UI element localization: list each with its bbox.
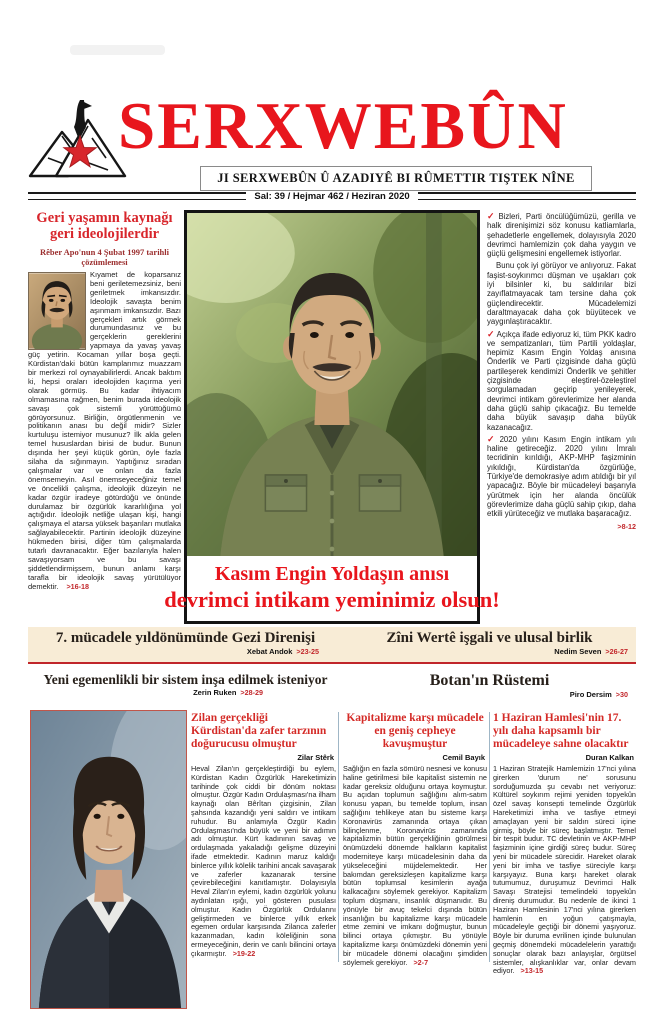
right-article <box>487 212 636 604</box>
page-reference: >19-22 <box>232 948 256 958</box>
dateline-text: Sal: 39 / Hejmar 462 / Heziran 2020 <box>254 190 410 202</box>
lead-article-body <box>28 271 181 653</box>
ocalan-photo <box>28 272 86 350</box>
kasim-engin-photo <box>187 213 477 556</box>
paragraph-text: Bunu çok iyi görüyor ve anlıyoruz. Fakat faşist-soykırımcı düşman ve uşakları çok iyi bilsinler ki, bu saldırılar bizi zayıflatmayacak tam tersine daha çok güçlendirecektir. Mücadelemizi daraltmayacak daha çok büyütecek ve yaygınlaştıracaktır. <box>487 261 636 327</box>
headline-byline <box>343 690 636 699</box>
motto-text: JI SERXWEBÛN Û AZADIYÊ BI RÛMETTIR TIŞTEK NÎNE <box>217 171 575 185</box>
scan-artifact <box>70 45 165 55</box>
headline-band <box>28 627 636 664</box>
right-article-pages: >8-12 <box>617 521 636 531</box>
author-name: Xebat Andok <box>246 647 293 656</box>
column-divider <box>338 712 339 962</box>
headline-title: Zîni Wertê işgali ve ulusal birlik <box>386 630 593 646</box>
page-reference: >23-25 <box>296 647 319 656</box>
headline-row1-left <box>28 627 343 662</box>
headline-title: 7. mücadele yıldönümünde Gezi Direnişi <box>55 630 316 646</box>
headline-title: Botan'ın Rüstemi <box>429 672 550 689</box>
caption-line-2: devrimci intikam yeminimiz olsun! <box>164 586 500 612</box>
bottom-article-byline <box>343 753 485 762</box>
headline-title: Yeni egemenlikli bir sistem inşa edilmek isteniyor <box>43 672 328 687</box>
bottom-article-body <box>493 765 636 976</box>
dateline-rule-left <box>28 192 246 200</box>
page-reference: >2-7 <box>413 957 429 967</box>
main-photo-caption <box>164 556 500 618</box>
page-reference: >26-27 <box>605 647 628 656</box>
lead-article-pages: >16-18 <box>66 581 90 591</box>
right-article-paragraph <box>487 435 636 519</box>
motto-box <box>200 166 592 191</box>
right-article-paragraph <box>487 330 636 432</box>
lead-article <box>28 210 181 653</box>
paragraph-text: Bizleri, Parti öncülüğümüzü, gerilla ve halk direnişimizi söz konusu katliamlarla, şehadetlerle engellemek, dolayısıyla 2020 devrimci hamlemizin çok daha yaygın ve güçlü gelişmesini engellemek istiyorlar. <box>487 212 636 259</box>
lead-article-heading: Geri yaşamın kaynağı geri ideolojilerdir <box>36 210 173 242</box>
dateline-rule-right <box>418 192 636 200</box>
headline-byline <box>28 688 343 697</box>
bottom-article-heading: Zilan gerçekliği Kürdistan'da zafer tarzının doğurucusu olmuştur <box>191 712 327 750</box>
main-photo-box <box>164 210 500 624</box>
caption-line-1: Kasım Engin Yoldaşın anısı <box>214 562 450 585</box>
masthead-title: SERXWEBÛN <box>118 89 568 163</box>
check-icon: ✓ <box>487 433 498 444</box>
zilan-portrait-photo <box>30 710 187 1009</box>
author-name: Duran Kalkan <box>585 753 634 762</box>
bottom-article-byline <box>493 753 634 762</box>
bottom-article-body <box>343 765 487 967</box>
author-name: Zilar Stêrk <box>297 753 334 762</box>
check-icon: ✓ <box>487 328 495 339</box>
bottom-article-kapitalizm <box>343 712 487 1012</box>
dateline <box>28 190 636 202</box>
check-icon: ✓ <box>487 212 497 221</box>
lead-article-text: Kıyamet de koparsanız beni geriletemezsiniz, beni geriletmek imkansızdır. İdeolojik savaşta benim aşınmam imkansızdır. Bazı gerçekleri artık görmek durumundasınız ve bu gerçeklerin gereklerini yapmaya da yavaş yavaş güç yetirin. Kocaman yıllar boşa geçti. Kürdistan'daki bütün kamplarımız muazzam bir merkezi rol oynayabilirlerdi. Ancak baktım ki, hepsi oraları ideolojiden kaçırma yeri olarak görmüş. Bu kadar ihtiyacım olmamasına rağmen, benim burada ideolojik savaşı çok sistemli yürüttüğümü görüyorsunuz. Birliğin, örgütlenmenin ve politikanın anası bu değil midir? Sizler kurtuluşu istemiyor musunuz? İlk akla gelen temel hususlardan birisi de budur. Bunun dışında her şeyi küçük görün, öyle fazla silaha da sığınmayın. Yaptığınız sıradan çalışmalar var ve onları da fazla önemsemeyin. Asıl önemseyeceğiniz temel ve öncelikli çalışma, ideolojik düzeyin ne kadar özgür iradeye götürdüğü ve önünde durulamaz bir özgürlük kararlılığına yol açtığıdır. İdeolojik netliğe ulaşan kişi, hangi çalışmaya el atarsa yüksek başarıları mutlaka sağlayabilecektir. Partinin ideolojik düzeyine hükmeden birisi, diğer tüm çalışmalarda tutarlı davranacaktır. Eğer bazılarıyla halen savaşıyorsam ve bu savaşı şiddetlendirmişsem, bunun anlamı karşı tarafla bir ideolojik savaş yürütülüyor demektir. <box>28 271 181 591</box>
headline-byline <box>343 647 636 656</box>
bottom-article-body <box>191 765 336 959</box>
bottom-article-haziran <box>493 712 636 1012</box>
bottom-article-heading: Kapitalizme karşı mücadele en geniş cepheye kavuşmuştur <box>346 712 484 750</box>
paragraph-text: 2020 yılını Kasım Engin intikam yılı haline getireceğiz. 2020 yılını İmralı tecridinin kırıldığı, AKP-MHP faşizminin yıkıldığı, Kürdistan'da özgürlüğe, Türkiye'de demokrasiye adım atıldığı bir yıl yapacağız. Böyle bir mücadeleyi başarıyla yürütmek için her alanda öncülük görevlerimize daha güçlü sahip çıkıp, daha etkili yürüteceğiz ve mutlaka başaracağız. <box>487 434 636 519</box>
mountain-star-logo-icon <box>28 92 128 180</box>
column-divider <box>489 712 490 962</box>
right-article-paragraph <box>487 212 636 258</box>
right-article-paragraph <box>487 261 636 326</box>
headline-row2 <box>28 669 636 707</box>
lead-article-subheading: Rêber Apo'nun 4 Şubat 1997 tarihli çözümlemesi <box>39 247 170 267</box>
author-name: Piro Dersim <box>569 690 612 699</box>
headline-row2-left <box>28 669 343 707</box>
headline-byline <box>28 647 343 656</box>
paragraph-text: Açıkça ifade ediyoruz ki, tüm PKK kadro ve sempatizanları, tüm Partili yoldaşlar, hepimiz Kasım Engin Yoldaş anısına Önderlik ve Parti çizgisinde daha güçlü partileşerek kendimizi Önderlik ve şehitler çizgisinde eleştirel-özeleştirel sorgulamadan geçirip yenileyerek, devrimci intikam görevlerimize her alanda daha güçlü sahip çıkacağız. Bu temelde daha büyük savaşıp daha büyük kazanacağız. <box>487 329 636 432</box>
article-text: Sağlığın en fazla sömürü nesnesi ve konusu haline getirilmesi bile kapitalist sistemin ne kadar gereksiz olduğunu ortaya koymuştur. Bu açıdan toplumun sağlığını alım-satım konusu yapan, bu temelde toplum, insan sağlığını tehlikeye atan bu sisteme karşı Koronavirüs zamanında ortaya çıkan bilinçlenme, Koronavirüs zamanında kapitalizmin bütün gerçekliğinin görülmesi önümüzdeki dönemde halkların kapitalist moderniteye karşı mücadelesinin daha da yükseleceğini müjdelemektedir. Her bakımdan gereksizleşen kapitalizme karşı bütün toplumsal kesimlerin ayağa kalkacağını söylemek gerekiyor. Kapitalizm toplum düşmanı, insanlık düşmanıdır. Bu yönüyle bir avuç tekelci dışında bütün insanlığın bu kapitalizme karşı mücadele etme zemini ve imkanı doğmuştur, bunun bilinci ortaya çıkmıştır. Bu yönüyle kapitalizme karşı önümüzdeki dönemin yeni bir mücadele dönemi olacağını şimdiden söylemek gerekiyor. <box>343 764 487 967</box>
headline-row2-right <box>343 669 636 707</box>
bottom-article-byline <box>191 753 334 762</box>
bottom-article-zilan <box>191 712 336 1012</box>
bottom-article-heading: 1 Haziran Hamlesi'nin 17. yılı daha kapsamlı bir mücadeleye sahne olacaktır <box>493 712 629 750</box>
article-text: Heval Zilan'ın gerçekleştirdiği bu eylem, Kürdistan Kadın Özgürlük Hareketimizin tarihinde çok ciddi bir dönüm noktası olmuştur. Özgür Kadın Ordulaşması'na ilham kaynağı olan Bêrîtan çizgisinin, Zilan şahsında kazandığı yeni saldırı ve intikam ruhudur. Bu anlamıyla Özgür Kadın Ordulaşması'nda büyük ve yeni bir adımın adı olmuştur. Kürt kadınının savaş ve ordulaşmada yakaladığı gelişme düzeyini ifade etmektedir. Kadının maruz kaldığı binlerce yıllık kölelik tarihini ancak savaşarak ve zaferler kazanarak tersine çevirebileceğini kanıtlamıştır. Dolayısıyla Heval Zilan'ın eylemi, kadın özgürlük yolunu aydınlatan ışığı, yol gösteren pusulası olmuştur. Kadın Özgürlük Ordularını geliştirmeden ve binlerce yıllık erkek egemen ordular karşısında Zilanca zaferler kazanmadan, kadın köleliğinin sona ermeyeceğinin, derin ve canlı bilincini ortaya çıkarmıştır. <box>191 764 336 958</box>
article-text: 1 Haziran Stratejik Hamlemizin 17'nci yılına girerken 'durum ne' sorusunu sorduğumuzda şu cevabı net veriyoruz: Kültürel soykırım rejimi yeniden topyekûn özel savaş konsepti temelinde Özgürlük Hareketimizi imha ve tasfiye etmeyi amaçlayan yeni bir saldırı süreci içine girmiş, böyle bir süreç başlatmıştır. Temel bir tespit budur. TC devletinin ve AKP-MHP faşizminin içine girdiği süreç budur. Süreç yeni bir mücadele sürecidir. Hareket olarak yeni bir imha ve tasfiye süreciyle karşı karşıyayız. Buna karşı hareket olarak tutumumuz, duruşumuz Devrimci Halk Savaşı Stratejisi temelindeki topyekûn direniş durumudur. Bu nedenle de ikinci 1 Haziran Hamlesinin 17'nci yılına girerken hamlenin en yoğun çatışmayla, mücadeleyle geçtiği bir dönemi yaşıyoruz. Böyle bir duruma evrilinen içinde bulunulan geçmiş dönemdeki mücadelelerin yarattığı sonuçlar olarak bazı anlayışlar, örgütsel sistemler, alışkanlıklar var, onlar devam ediyor. <box>493 764 636 976</box>
author-name: Nedim Seven <box>554 647 602 656</box>
page-reference: >28-29 <box>240 688 263 697</box>
page-reference: >13-15 <box>520 966 544 976</box>
page-reference: >30 <box>615 690 628 699</box>
author-name: Zerin Ruken <box>193 688 237 697</box>
author-name: Cemil Bayık <box>442 753 485 762</box>
headline-row1-right <box>343 627 636 662</box>
